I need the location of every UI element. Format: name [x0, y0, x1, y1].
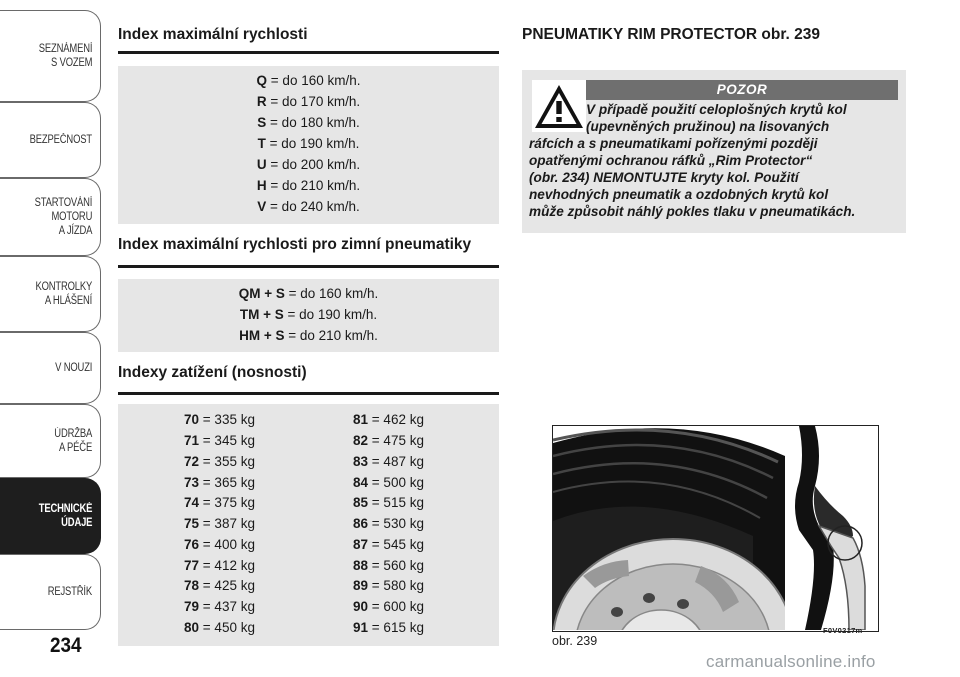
- winter-row: QM + S = do 160 km/h.: [238, 286, 379, 301]
- tire-rim-illustration: [552, 425, 879, 632]
- tab-v-nouzi[interactable]: V NOUZI: [0, 332, 101, 404]
- load-row: 75 = 387 kg: [184, 516, 255, 531]
- speed-row: R = do 170 km/h.: [256, 94, 361, 109]
- tab-kontrolky-a-hlaseni[interactable]: KONTROLKY A HLÁŠENÍ: [0, 256, 101, 332]
- section-rule: [118, 265, 499, 268]
- load-row: 87 = 545 kg: [353, 537, 424, 552]
- warning-text-line: (obr. 234) NEMONTUJTE kryty kol. Použití: [529, 170, 799, 185]
- load-row: 71 = 345 kg: [184, 433, 255, 448]
- winter-index-heading: Index maximální rychlosti pro zimní pneumatiky: [118, 236, 472, 253]
- load-row: 70 = 335 kg: [184, 412, 255, 427]
- speed-row: U = do 200 km/h.: [256, 157, 361, 172]
- load-row: 83 = 487 kg: [353, 454, 424, 469]
- load-row: 81 = 462 kg: [353, 412, 424, 427]
- load-row: 86 = 530 kg: [353, 516, 424, 531]
- tab-bezpecnost[interactable]: BEZPEČNOST: [0, 102, 101, 178]
- figure-code: F0V0217m: [823, 626, 863, 635]
- tire-cross-section-icon: [553, 426, 877, 630]
- load-row: 74 = 375 kg: [184, 495, 255, 510]
- winter-row: TM + S = do 190 km/h.: [239, 307, 378, 322]
- load-row: 85 = 515 kg: [353, 495, 424, 510]
- tab-technicke-udaje[interactable]: TECHNICKÉ ÚDAJE: [0, 478, 101, 554]
- tab-udrzba-a-pece[interactable]: ÚDRŽBA A PÉČE: [0, 404, 101, 478]
- tab-seznameni-s-vozem[interactable]: SEZNÁMENÍ S VOZEM: [0, 10, 101, 102]
- chapter-sidebar: [0, 0, 104, 640]
- load-row: 80 = 450 kg: [184, 620, 255, 635]
- warning-text-line: ráfcích a s pneumatikami pořízenými později: [529, 136, 818, 151]
- load-row: 72 = 355 kg: [184, 454, 255, 469]
- warning-box: [522, 70, 906, 233]
- load-row: 89 = 580 kg: [353, 578, 424, 593]
- speed-row: Q = do 160 km/h.: [256, 73, 361, 88]
- load-row: 84 = 500 kg: [353, 475, 424, 490]
- speed-row: T = do 190 km/h.: [257, 136, 360, 151]
- page-number: 234: [50, 634, 82, 657]
- tab-startovani-motoru[interactable]: STARTOVÁNÍ MOTORU A JÍZDA: [0, 178, 101, 256]
- load-row: 88 = 560 kg: [353, 558, 424, 573]
- speed-row: H = do 210 km/h.: [256, 178, 361, 193]
- warning-text-line: může způsobit náhlý pokles tlaku v pneumatikách.: [529, 204, 856, 219]
- warning-triangle-icon: [532, 80, 586, 132]
- watermark: carmanualsonline.info: [706, 652, 876, 671]
- speed-row: S = do 180 km/h.: [257, 115, 360, 130]
- load-row: 91 = 615 kg: [353, 620, 424, 635]
- load-row: 77 = 412 kg: [184, 558, 255, 573]
- load-index-heading: Indexy zatížení (nosnosti): [118, 364, 307, 381]
- figure-caption: obr. 239: [552, 634, 598, 648]
- winter-index-box: [118, 279, 499, 352]
- load-row: 90 = 600 kg: [353, 599, 424, 614]
- warning-text-line: opatřenými ochranou ráfků „Rim Protector“: [529, 153, 813, 168]
- winter-row: HM + S = do 210 km/h.: [239, 328, 378, 343]
- speed-row: V = do 240 km/h.: [257, 199, 360, 214]
- load-row: 82 = 475 kg: [353, 433, 424, 448]
- warning-text-line: V případě použití celoplošných krytů kol: [586, 102, 847, 117]
- section-rule: [118, 392, 499, 395]
- warning-text-line: nevhodných pneumatik a ozdobných krytů kol: [529, 187, 829, 202]
- load-row: 79 = 437 kg: [184, 599, 255, 614]
- speed-index-box: [118, 66, 499, 224]
- warning-label: POZOR: [586, 80, 898, 100]
- load-row: 78 = 425 kg: [184, 578, 255, 593]
- rim-protector-heading: PNEUMATIKY RIM PROTECTOR obr. 239: [522, 26, 821, 43]
- tab-rejstrik[interactable]: REJSTŘÍK: [0, 554, 101, 630]
- load-index-box: [118, 404, 499, 646]
- section-rule: [118, 51, 499, 54]
- warning-text-line: (upevněných pružinou) na lisovaných: [586, 119, 830, 134]
- load-row: 76 = 400 kg: [184, 537, 255, 552]
- speed-index-heading: Index maximální rychlosti: [118, 26, 308, 43]
- load-row: 73 = 365 kg: [184, 475, 255, 490]
